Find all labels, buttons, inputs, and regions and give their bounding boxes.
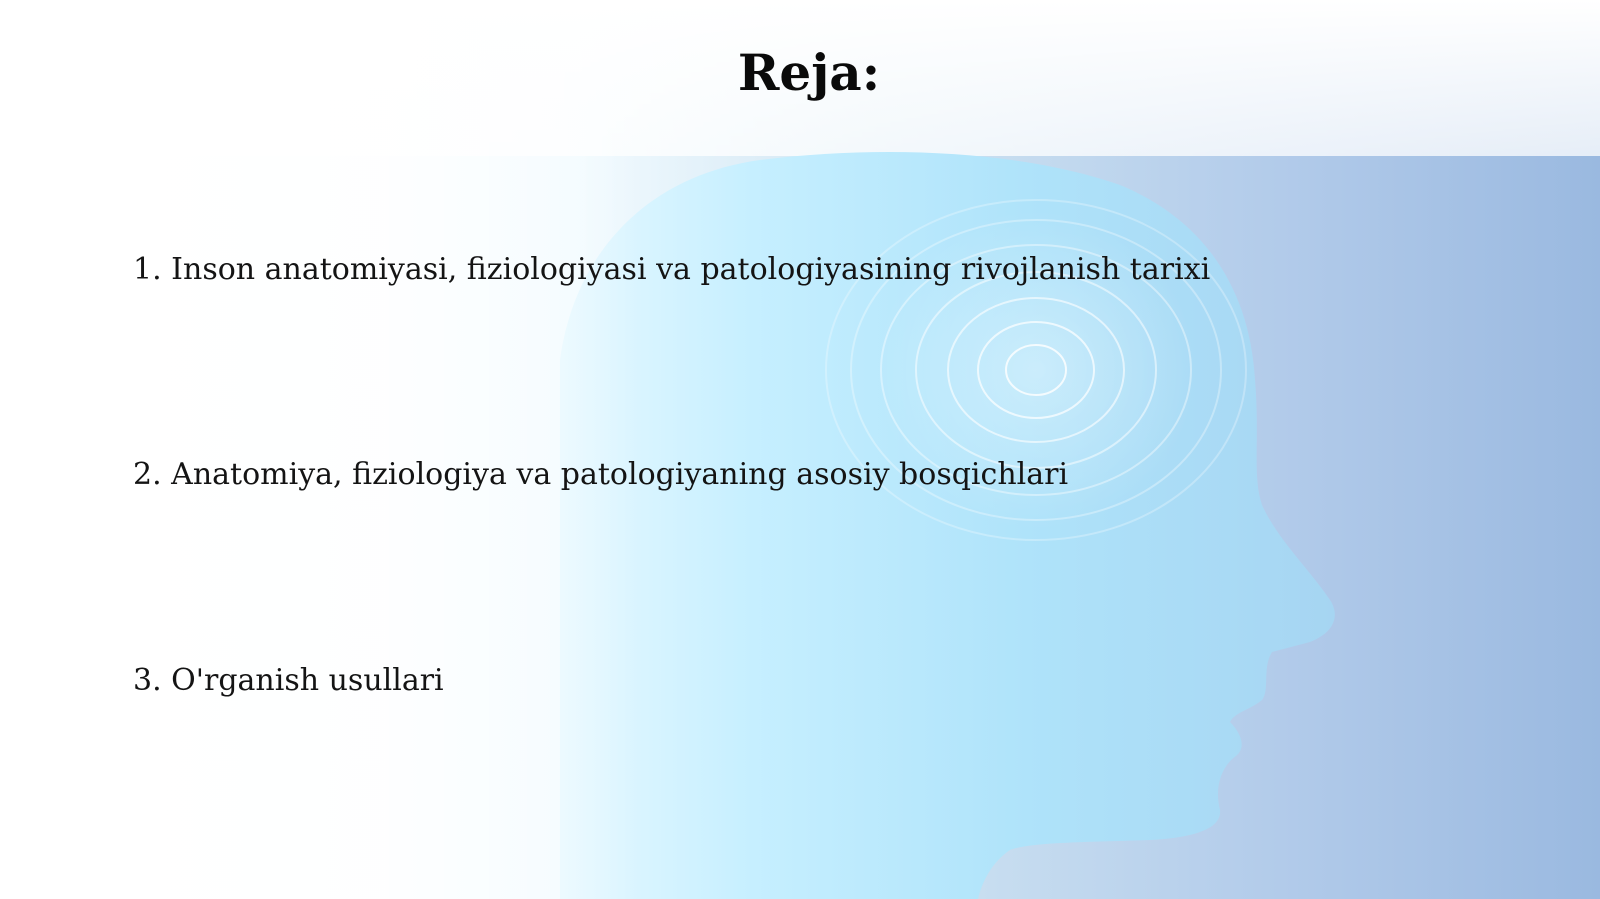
slide-title: Reja:	[737, 43, 881, 102]
plan-item-1: 1. Inson anatomiyasi, fiziologiyasi va patologiyasining rivojlanish tarixi	[133, 252, 1211, 287]
plan-item-3: 3. O'rganish usullari	[133, 663, 444, 698]
plan-item-2: 2. Anatomiya, fiziologiya va patologiyaning asosiy bosqichlari	[133, 457, 1069, 492]
